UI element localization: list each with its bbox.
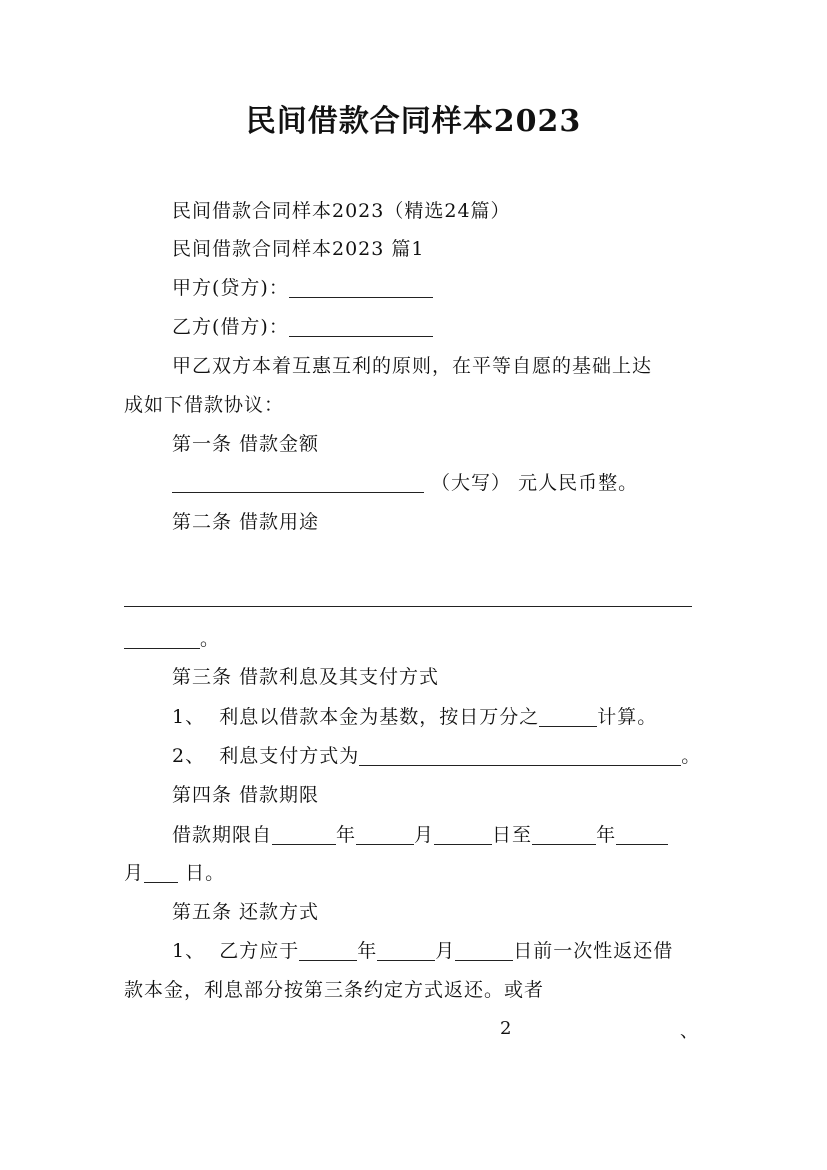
year-label: 年 — [357, 940, 378, 962]
year-label: 年 — [336, 824, 357, 846]
repay-year-blank — [299, 940, 357, 961]
payment-method-blank — [359, 745, 681, 766]
party-b-label: 乙方(借方)： — [172, 316, 289, 338]
loan-amount-blank — [172, 472, 424, 493]
preamble-line-1: 甲乙双方本着互惠互利的原则，在平等自愿的基础上达 — [172, 355, 653, 377]
repay-month-blank — [377, 940, 435, 961]
article-2-title: 第二条 借款用途 — [172, 511, 320, 533]
article-1-suffix: （大写） 元人民币整。 — [431, 472, 639, 494]
day-to-label: 日至 — [492, 824, 533, 846]
party-a-label: 甲方(贷方)： — [172, 277, 289, 299]
month-label: 月 — [435, 940, 456, 962]
item-number: 1、 — [172, 940, 206, 962]
end-day-blank — [144, 862, 178, 883]
article-4-line-2 — [124, 858, 225, 888]
item-number: 2、 — [172, 745, 206, 767]
start-year-blank — [272, 824, 336, 845]
party-b-line — [172, 312, 433, 342]
article-4-title: 第四条 借款期限 — [172, 784, 320, 806]
interest-rate-blank — [539, 706, 597, 727]
page-number: 2 — [500, 1018, 512, 1039]
day-label: 日。 — [185, 862, 226, 884]
section-heading: 民间借款合同样本2023 篇1 — [172, 238, 425, 260]
article-3-title: 第三条 借款利息及其支付方式 — [172, 666, 440, 688]
document-title: 民间借款合同样本2023 — [245, 104, 582, 139]
article-5-title: 第五条 还款方式 — [172, 901, 320, 923]
article-3-item-2 — [172, 741, 701, 771]
article-1-text — [172, 468, 638, 498]
repay-day-text: 日前一次性返还借 — [513, 940, 674, 962]
party-a-blank — [289, 277, 433, 298]
article-3-item-1 — [172, 702, 657, 732]
payment-period: 。 — [681, 745, 702, 767]
loan-purpose-line-2 — [124, 624, 220, 654]
month-label: 月 — [124, 862, 145, 884]
payment-method-text: 利息支付方式为 — [219, 745, 360, 767]
party-b-blank — [289, 316, 433, 337]
article-5-line-2: 款本金，利息部分按第三条约定方式返还。或者 — [124, 979, 545, 1001]
term-from-text: 借款期限自 — [172, 824, 273, 846]
party-a-line — [172, 273, 433, 303]
loan-purpose-blank-2 — [124, 628, 200, 649]
interest-calc-text: 计算。 — [597, 706, 658, 728]
repay-text: 乙方应于 — [219, 940, 300, 962]
start-day-blank — [434, 824, 492, 845]
intro-line: 民间借款合同样本2023（精选24篇） — [172, 200, 511, 222]
end-month-blank — [616, 824, 668, 845]
preamble-line-2: 成如下借款协议： — [124, 394, 285, 416]
interest-basis-text: 利息以借款本金为基数，按日万分之 — [219, 706, 540, 728]
end-year-blank — [532, 824, 596, 845]
article-5-item-1 — [172, 936, 673, 966]
corner-mark: 、 — [680, 1021, 698, 1042]
article-4-line-1 — [172, 820, 668, 850]
purpose-period: 。 — [200, 628, 221, 650]
article-1-title: 第一条 借款金额 — [172, 433, 320, 455]
repay-day-blank — [455, 940, 513, 961]
month-label: 月 — [414, 824, 435, 846]
item-number: 1、 — [172, 706, 206, 728]
year-label: 年 — [596, 824, 617, 846]
loan-purpose-blank — [124, 606, 692, 607]
start-month-blank — [356, 824, 414, 845]
